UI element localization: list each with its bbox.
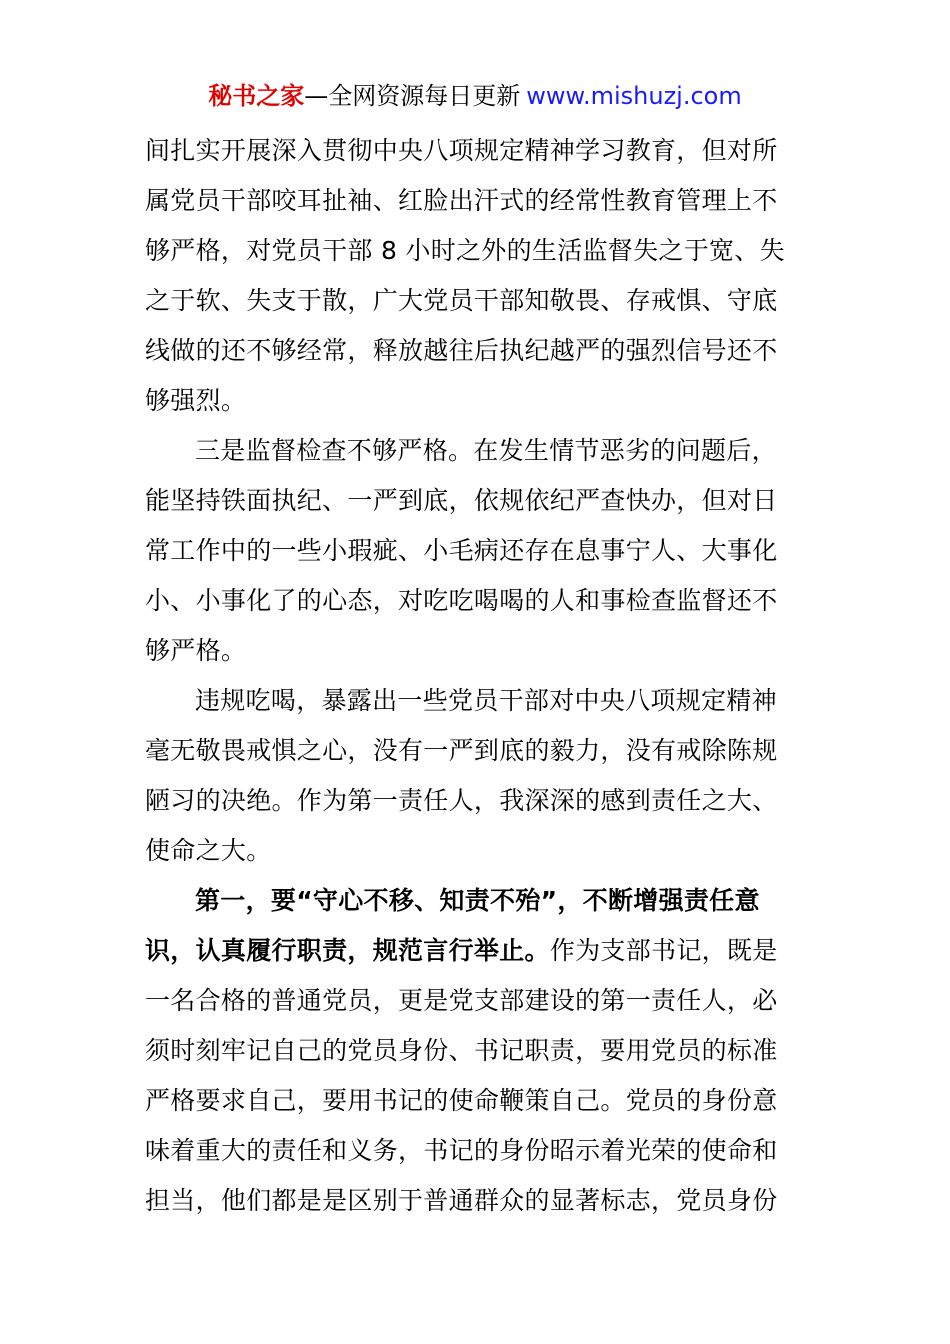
text-line: 属党员干部咬耳扯袖、红脸出汗式的经常性教育管理上不 <box>145 186 778 215</box>
text-line: 须时刻牢记自己的党员身份、书记职责，要用党员的标准 <box>145 1036 778 1065</box>
text-span: 作为支部书记，既是 <box>549 936 778 965</box>
text-line: 严格要求自己，要用书记的使命鞭策自己。党员的身份意 <box>145 1086 778 1115</box>
paragraph-4 <box>145 876 815 1226</box>
text-line <box>145 926 815 976</box>
text-line: 够强烈。 <box>145 386 247 415</box>
text-line: 使命之大。 <box>145 836 272 865</box>
text-line: 一名合格的普通党员，更是党支部建设的第一责任人，必 <box>145 986 778 1015</box>
text-line: 常工作中的一些小瑕疵、小毛病还存在息事宁人、大事化 <box>145 536 778 565</box>
text-line: 违规吃喝，暴露出一些党员干部对中央八项规定精神 <box>195 686 777 715</box>
site-brand: 秘书之家 <box>208 82 305 110</box>
text-line: 小、小事化了的心态，对吃吃喝喝的人和事检查监督还不 <box>145 586 778 615</box>
site-header <box>0 80 950 112</box>
text-line: 担当，他们都是是区别于普通群众的显著标志，党员身份 <box>145 1186 778 1215</box>
text-line: 毫无敬畏戒惧之心，没有一严到底的毅力，没有戒除陈规 <box>145 736 778 765</box>
text-line: 之于软、失支于散，广大党员干部知敬畏、存戒惧、守底 <box>145 286 778 315</box>
paragraph-2 <box>145 426 815 676</box>
text-line-bold: 第一，要“守心不移、知责不殆”，不断增强责任意 <box>195 886 760 915</box>
text-line: 线做的还不够经常，释放越往后执纪越严的强烈信号还不 <box>145 336 778 365</box>
site-tagline: —全网资源每日更新 <box>304 82 521 110</box>
paragraph-3 <box>145 676 815 876</box>
text-line: 够严格。 <box>145 636 247 665</box>
text-line: 间扎实开展深入贯彻中央八项规定精神学习教育，但对所 <box>145 136 778 165</box>
text-line: 能坚持铁面执纪、一严到底，依规依纪严查快办，但对日 <box>145 486 778 515</box>
bold-text: 识，认真履行职责，规范言行举止。 <box>145 936 550 965</box>
document-body <box>145 126 815 1226</box>
text-line: 味着重大的责任和义务，书记的身份昭示着光荣的使命和 <box>145 1136 778 1165</box>
site-url-link[interactable]: www.mishuzj.com <box>526 82 742 110</box>
text-line: 陋习的决绝。作为第一责任人，我深深的感到责任之大、 <box>145 786 778 815</box>
text-line: 够严格，对党员干部 8 小时之外的生活监督失之于宽、失 <box>145 236 785 265</box>
paragraph-1 <box>145 126 815 426</box>
text-line: 三是监督检查不够严格。在发生情节恶劣的问题后， <box>195 436 777 465</box>
